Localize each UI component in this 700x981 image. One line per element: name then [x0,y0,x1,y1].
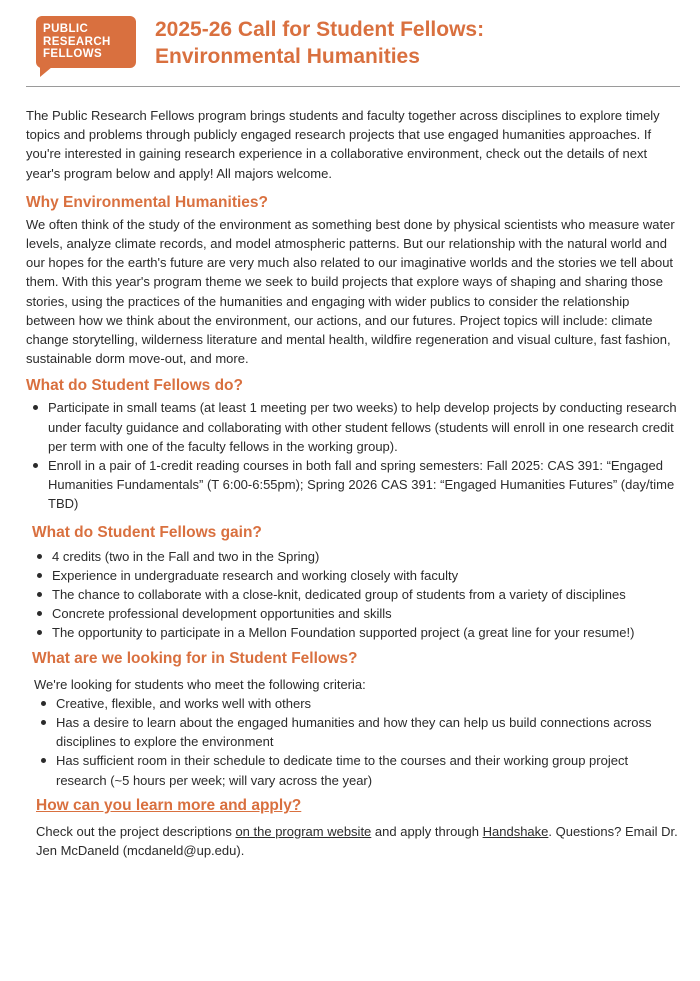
section-heading-why: Why Environmental Humanities? [26,193,269,211]
list-item: Creative, flexible, and works well with others [34,694,682,713]
title-line-2: Environmental Humanities [155,45,420,68]
section-heading-looking: What are we looking for in Student Fellows? [32,649,358,667]
learn-text: Check out the project descriptions [36,823,236,839]
list-item: 4 credits (two in the Fall and two in the Spring) [30,547,682,566]
looking-list [34,694,682,790]
looking-intro: We're looking for students who meet the following criteria: [34,676,366,692]
list-item: Has a desire to learn about the engaged humanities and how they can help us build connections across disciplines to explore the environment [34,713,682,751]
list-item: Has sufficient room in their schedule to dedicate time to the courses and their working group project research (~5 hours per week; will vary across the year) [34,751,682,789]
logo-text-line: RESEARCH [43,35,111,48]
section-heading-learn: How can you learn more and apply? [36,796,302,814]
logo-text-line: PUBLIC [43,23,89,35]
list-item: Enroll in a pair of 1-credit reading courses in both fall and spring semesters: Fall 2025: CAS 391: “Engaged Humanities Fundamentals” (T 6:00-6:55pm); Spring 2026 CAS 391: “Engaged Humanities Futures” (day/time TBD) [26,456,682,514]
gain-list [30,547,682,643]
page-title [155,16,484,70]
logo-text-line: FELLOWS [43,48,103,60]
header-divider [26,86,680,87]
learn-paragraph [36,822,682,860]
intro-paragraph: The Public Research Fellows program brings students and faculty together across disciplines to explore timely topics and problems through publicly engaged research projects that use engaged humanities approaches. If you're interested in gaining research experience in a collaborative environment, check out the details of next year's program below and apply! All majors welcome. [26,108,660,181]
do-list [26,398,682,513]
document-body [26,106,682,860]
list-item: The chance to collaborate with a close-knit, dedicated group of students from a variety of disciplines [30,585,682,604]
list-item: Participate in small teams (at least 1 meeting per two weeks) to help develop projects by conducting research under faculty guidance and collaborating with other student fellows (students will enroll in one research credit per term with one of the faculty fellows in the working group). [26,398,682,456]
learn-text: . Questions? Email Dr. Jen McDaneld (mcdaneld@up.edu). [36,823,678,859]
section-heading-gain: What do Student Fellows gain? [32,523,262,541]
program-logo [36,16,136,68]
list-item: Concrete professional development opportunities and skills [30,604,682,623]
handshake-link[interactable]: Handshake [482,823,549,839]
title-line-1: 2025-26 Call for Student Fellows: [155,18,485,41]
why-paragraph: We often think of the study of the environment as something best done by physical scientists who measure water levels, analyze climate records, and model atmospheric patterns. But our relationship with the natural world and our hopes for the earth's future are very much also related to our imaginative worlds and the stories we tell about them. With this year's program theme we seek to build projects that explore ways of shaping and sharing those stories, using the practices of the humanities and engaging with wider publics to consider the relationship between how we think about the environment, our actions, and our futures. Project topics will include: climate change storytelling, wilderness literature and mental health, wildfire regeneration and visual culture, fast fashion, sustainable dorm move-out, and more. [26,216,675,367]
learn-text: and apply through [371,823,483,839]
list-item: The opportunity to participate in a Mellon Foundation supported project (a great line for your resume!) [30,623,682,642]
section-heading-do: What do Student Fellows do? [26,377,243,395]
list-item: Experience in undergraduate research and working closely with faculty [30,566,682,585]
program-website-link[interactable]: on the program website [235,823,372,839]
